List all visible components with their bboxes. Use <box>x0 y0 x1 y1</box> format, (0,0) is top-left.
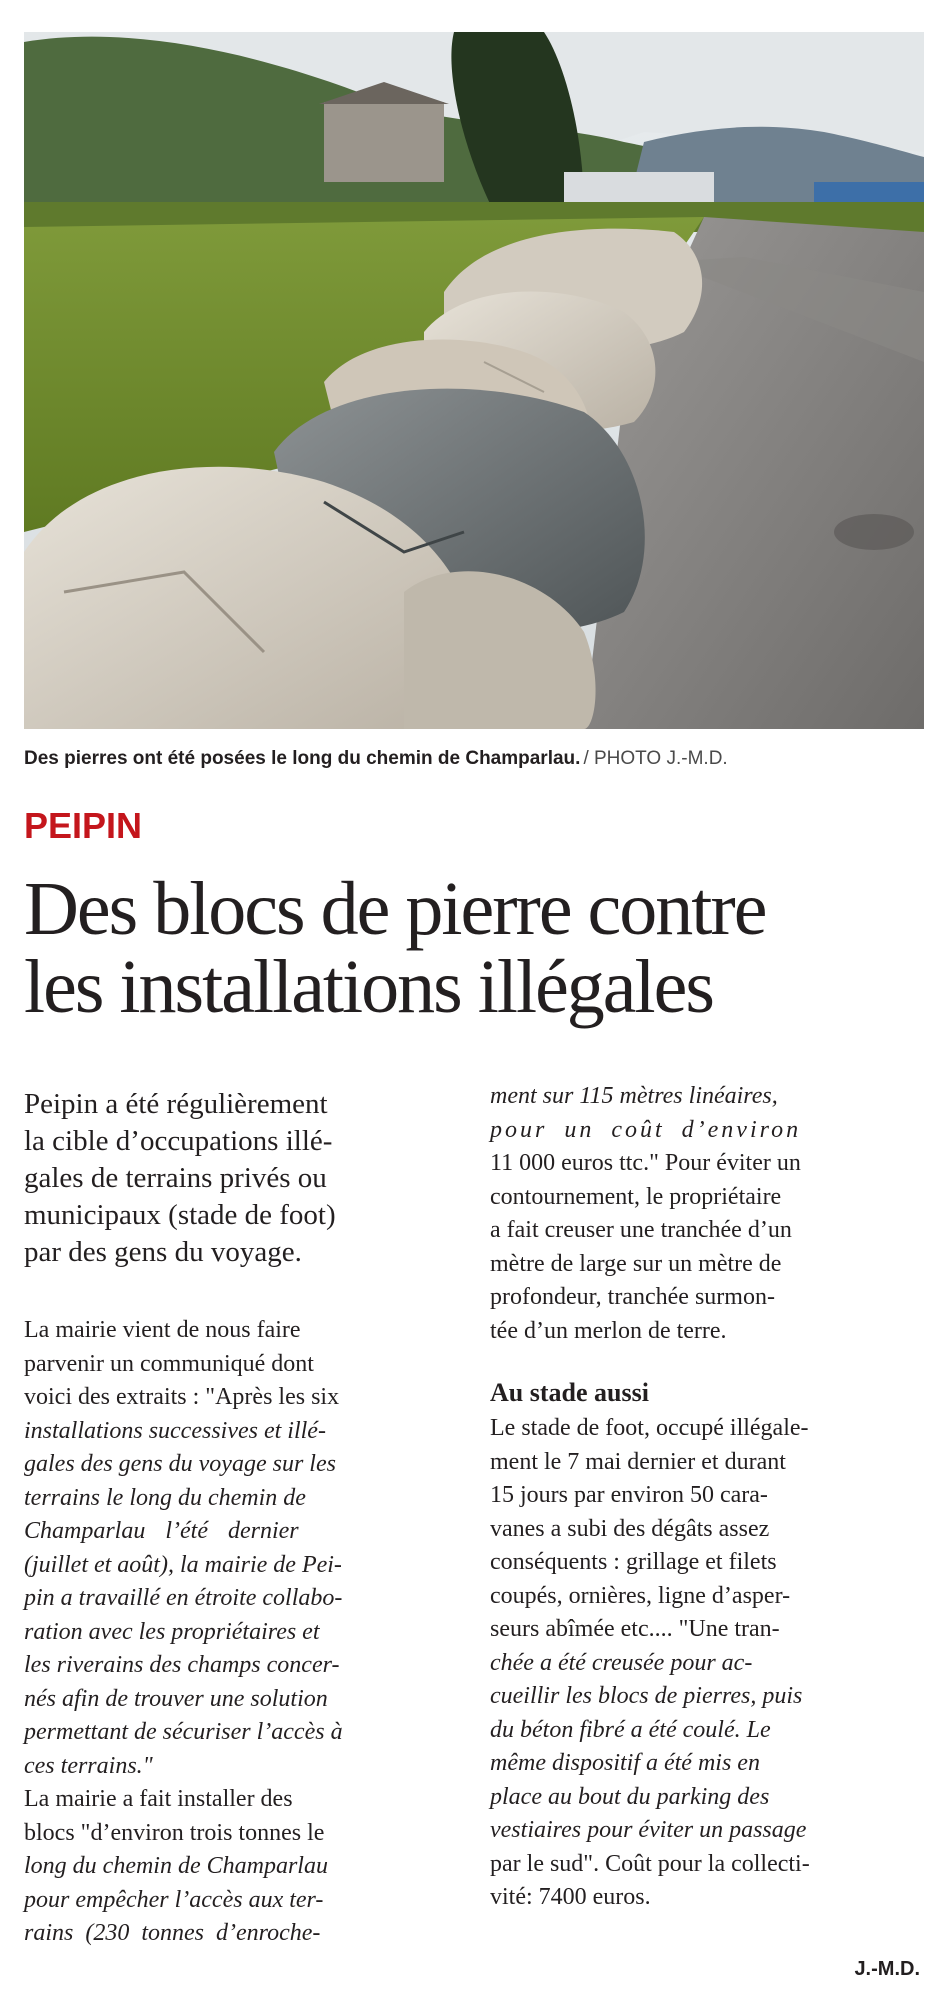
body-line: par le sud". Coût pour la collecti- <box>490 1850 810 1877</box>
body-line: vanes a subi des dégâts assez <box>490 1515 770 1542</box>
body-line: les riverains des champs concer- <box>24 1652 340 1678</box>
body-line: profondeur, tranchée surmon- <box>490 1284 775 1310</box>
body-line: pour empêcher l’accès aux ter- <box>24 1886 324 1913</box>
body-line: conséquents : grillage et filets <box>490 1549 777 1575</box>
body-line: (juillet et août), la mairie de Pei- <box>24 1551 342 1578</box>
photo-caption <box>24 748 924 770</box>
body-line: a fait creuser une tranchée d’un <box>490 1217 792 1243</box>
body-line: mètre de large sur un mètre de <box>490 1250 782 1277</box>
body-line: ment le 7 mai dernier et durant <box>490 1448 786 1475</box>
section-kicker: PEIPIN <box>24 805 143 846</box>
body-line: vestiaires pour éviter un passage <box>490 1817 807 1843</box>
body-line: ment sur 115 mètres linéaires, <box>490 1083 778 1109</box>
lead-line: Peipin a été régulièrement <box>24 1088 328 1120</box>
caption-text: Des pierres ont été posées le long du chemin de Champarlau. <box>24 748 581 769</box>
body-line: parvenir un communiqué dont <box>24 1350 314 1377</box>
body-line: blocs "d’environ trois tonnes le <box>24 1819 325 1846</box>
body-line: pin a travaillé en étroite collabo- <box>24 1585 343 1611</box>
body-line: ces terrains." <box>24 1752 153 1779</box>
body-line: Le stade de foot, occupé illégale- <box>490 1415 809 1441</box>
body-line: coupés, ornières, ligne d’asper- <box>490 1582 791 1609</box>
body-line: vité: 7400 euros. <box>490 1884 651 1910</box>
body-line: cueillir les blocs de pierres, puis <box>490 1683 803 1709</box>
lead-line: municipaux (stade de foot) <box>24 1199 336 1231</box>
lead-line: par des gens du voyage. <box>24 1236 302 1268</box>
body-column-left <box>24 1314 452 1951</box>
body-line: terrains le long du chemin de <box>24 1484 306 1511</box>
body-line: du béton fibré a été coulé. Le <box>490 1716 771 1743</box>
body-line: La mairie vient de nous faire <box>24 1317 301 1343</box>
body-line: Champarlau l’été dernier <box>24 1518 299 1544</box>
body-line: voici des extraits : "Après les six <box>24 1384 340 1410</box>
photo-stone-blocks-icon <box>24 32 924 729</box>
body-column-right <box>490 1080 920 1348</box>
body-line: contournement, le propriétaire <box>490 1183 782 1210</box>
author-signature: J.-M.D. <box>854 1958 920 1980</box>
body-line: 11 000 euros ttc." Pour éviter un <box>490 1150 801 1176</box>
lead-paragraph <box>24 1086 452 1271</box>
body-line: ration avec les propriétaires et <box>24 1618 320 1645</box>
photo-credit: / PHOTO J.-M.D. <box>583 748 728 769</box>
body-line: long du chemin de Champarlau <box>24 1853 328 1879</box>
lead-line: la cible d’occupations illé- <box>24 1125 333 1157</box>
headline-line-2: les installations illégales <box>24 945 713 1029</box>
body-line: chée a été creusée pour ac- <box>490 1649 753 1676</box>
body-line: seurs abîmée etc.... "Une tran- <box>490 1616 780 1642</box>
body-line: La mairie a fait installer des <box>24 1786 293 1812</box>
body-line: tée d’un merlon de terre. <box>490 1317 727 1344</box>
article-headline <box>24 867 934 1029</box>
body-line: rains (230 tonnes d’enroche- <box>24 1920 321 1946</box>
body-line: installations successives et illé- <box>24 1417 326 1444</box>
section-subheading: Au stade aussi <box>490 1378 649 1407</box>
lead-line: gales de terrains privés ou <box>24 1162 327 1194</box>
body-line: gales des gens du voyage sur les <box>24 1451 336 1477</box>
headline-line-1: Des blocs de pierre contre <box>24 867 766 951</box>
body-line: nés afin de trouver une solution <box>24 1685 328 1712</box>
body-line: place au bout du parking des <box>490 1783 770 1810</box>
body-line: 15 jours par environ 50 cara- <box>490 1482 768 1508</box>
body-line: même dispositif a été mis en <box>490 1750 760 1776</box>
body-column-right-stade <box>490 1412 920 1915</box>
article-photo <box>24 32 924 729</box>
body-line: permettant de sécuriser l’accès à <box>24 1719 343 1745</box>
body-line: pour un coût d’environ <box>490 1116 802 1143</box>
